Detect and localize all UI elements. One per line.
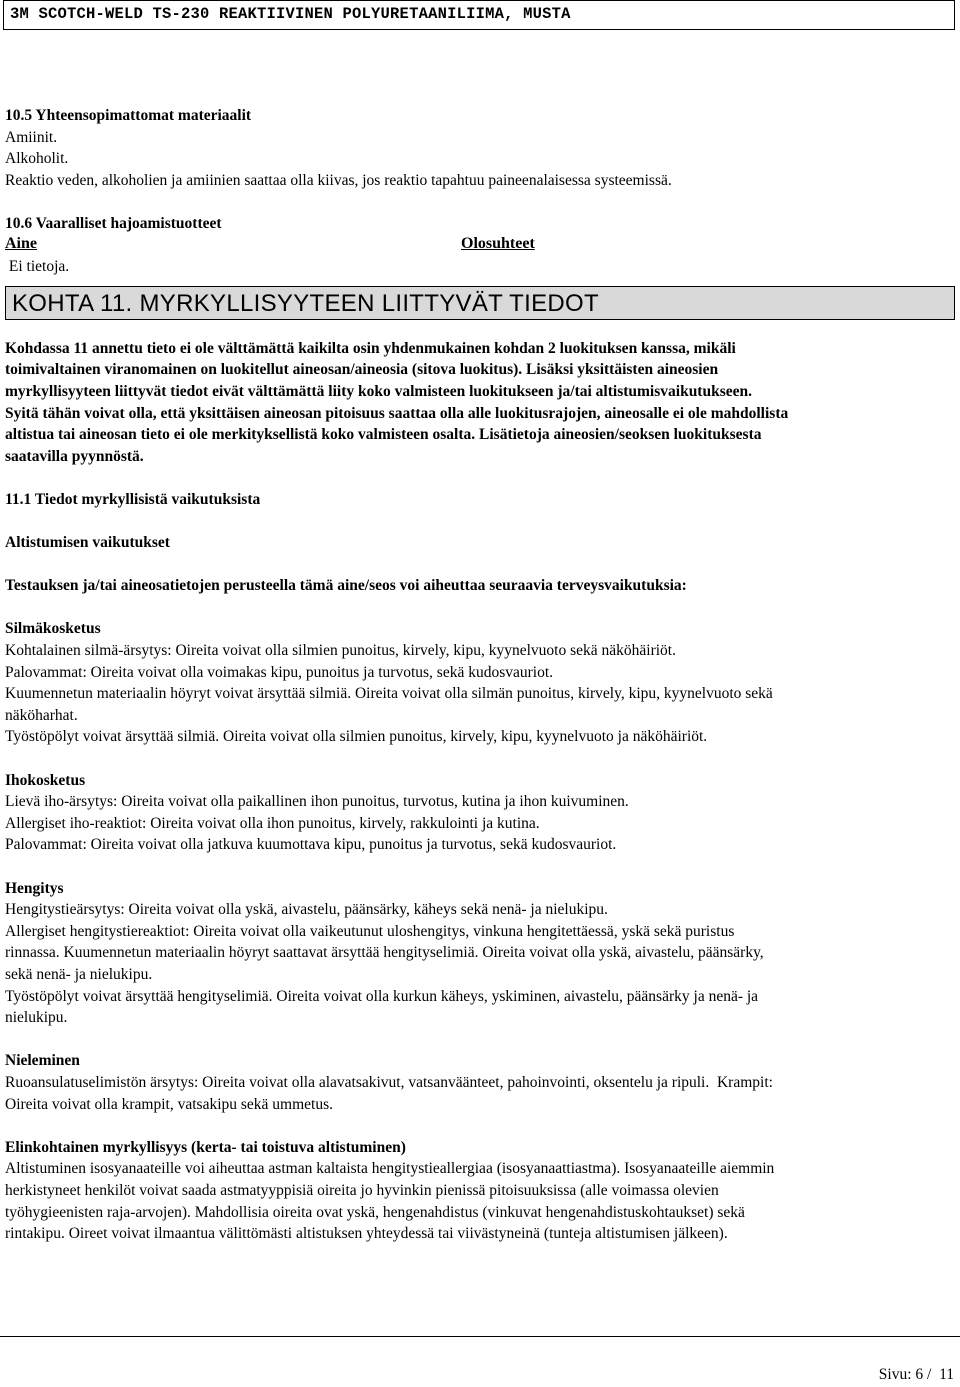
organ-toxicity-line: työhygieenisten raja-arvojen). Mahdollisia oireita ovat yskä, hengenahdistus (vinkuvat hengenahdistuskohtaukset) sekä (5, 1203, 745, 1221)
document-header (3, 0, 955, 30)
incompatible-item: Alkoholit. (5, 150, 69, 168)
intro-line: myrkyllisyyteen liittyvät tiedot eivät välttämättä liity koko valmisteen luokitukseen ja/tai altistumisvaikutukseen. (5, 382, 752, 400)
section-11-intro (5, 338, 955, 468)
eye-contact-heading: Silmäkosketus (5, 620, 101, 638)
exposure-effects-heading: Altistumisen vaikutukset (5, 534, 170, 552)
inhalation-line: Hengitystieärsytys: Oireita voivat olla yskä, aivastelu, päänsärky, käheys sekä nenä- ja nielukipu. (5, 901, 608, 919)
skin-contact-line: Lievä iho-ärsytys: Oireita voivat olla paikallinen ihon punoitus, turvotus, kutina ja ihon kuivuminen. (5, 793, 629, 811)
intro-line: Kohdassa 11 annettu tieto ei ole välttämättä kaikilta osin yhdenmukainen kohdan 2 luokituksen kanssa, mikäli (5, 339, 736, 357)
intro-line: toimivaltainen viranomainen on luokitellut aineosan/aineosia (sitova luokitus). Lisäksi yksittäisten aineosien (5, 361, 719, 379)
col-header-substance: Aine (5, 234, 37, 252)
decomposition-row: Ei tietoja. (5, 258, 70, 276)
eye-contact-line: Palovammat: Oireita voivat olla voimakas kipu, punoitus ja turvotus, sekä kudosvauriot. (5, 663, 554, 681)
section-11-banner (5, 286, 955, 320)
intro-line: altistua tai aineosan tieto ei ole merkityksellistä koko valmisteen osalta. Lisätietoja aineosien/seoksen luokituksesta (5, 426, 762, 444)
section-10-5-heading: 10.5 Yhteensopimattomat materiaalit (5, 107, 252, 124)
section-11-1-heading: 11.1 Tiedot myrkyllisistä vaikutuksista (5, 490, 261, 508)
decomposition-table-header (5, 235, 955, 257)
eye-contact-line: Työstöpölyt voivat ärsyttää silmiä. Oireita voivat olla silmien punoitus, kirvely, kipu, kyynelvuoto ja näköhäiriöt. (5, 728, 708, 746)
inhalation-heading: Hengitys (5, 879, 64, 897)
testing-basis-line: Testauksen ja/tai aineosatietojen perusteella tämä aine/seos voi aiheuttaa seuraavia terveysvaikutuksia: (5, 577, 687, 595)
skin-contact-heading: Ihokosketus (5, 771, 86, 789)
inhalation-line: Allergiset hengitystiereaktiot: Oireita voivat olla vaikeutunut uloshengitys, vinkuna hengitettäessä, yskä sekä puristus (5, 922, 735, 940)
inhalation-line: rinnassa. Kuumennetun materiaalin höyryt saattavat ärsyttää hengityselimiä. Oireita voivat olla yskä, aivastelu, päänsärky, (5, 944, 764, 962)
page-number: Sivu: 6 / 11 (878, 1366, 954, 1383)
ingestion-line: Oireita voivat olla krampit, vatsakipu sekä ummetus. (5, 1095, 334, 1113)
intro-line: saatavilla pyynnöstä. (5, 447, 144, 465)
page-body (5, 105, 955, 1245)
inhalation-line: Työstöpölyt voivat ärsyttää hengityselimiä. Oireita voivat olla kurkun käheys, yskiminen, aivastelu, päänsärky ja nenä- ja (5, 987, 759, 1005)
organ-toxicity-line: Altistuminen isosyanaateille voi aiheuttaa astman kaltaista hengitystieallergiaa (isosyanaattiastma). Isosyanaateille aiemmin (5, 1160, 775, 1178)
eye-contact-line: Kohtalainen silmä-ärsytys: Oireita voivat olla silmien punoitus, kirvely, kipu, kyynelvuoto sekä näköhäiriöt. (5, 642, 676, 660)
eye-contact-line: Kuumennetun materiaalin höyryt voivat ärsyttää silmiä. Oireita voivat olla silmän punoitus, kirvely, kipu, kyynelvuoto sekä (5, 685, 773, 703)
section-10-6-heading: 10.6 Vaaralliset hajoamistuotteet (5, 214, 222, 232)
col-header-conditions: Olosuhteet (461, 234, 535, 252)
skin-contact-line: Palovammat: Oireita voivat olla jatkuva kuumottava kipu, punoitus ja turvotus, sekä kudosvauriot. (5, 836, 617, 854)
organ-toxicity-line: rintakipu. Oireet voivat ilmaantua välittömästi altistuksen yhteydessä tai viivästyneinä (tunteja altistumisen jälkeen). (5, 1225, 728, 1243)
incompatible-item: Reaktio veden, alkoholien ja amiinien saattaa olla kiivas, jos reaktio tapahtuu paineenalaisessa systeemissä. (5, 171, 672, 189)
incompatible-item: Amiinit. (5, 128, 58, 146)
inhalation-line: nielukipu. (5, 1009, 68, 1027)
product-title: 3M SCOTCH-WELD TS-230 REAKTIIVINEN POLYURETAANILIIMA, MUSTA (10, 5, 571, 23)
footer-divider (0, 1336, 960, 1337)
organ-toxicity-heading: Elinkohtainen myrkyllisyys (kerta- tai toistuva altistuminen) (5, 1138, 406, 1156)
intro-line: Syitä tähän voivat olla, että yksittäisen aineosan pitoisuus saattaa olla alle luokitusrajojen, aineosalle ei ole mahdollista (5, 404, 789, 422)
ingestion-line: Ruoansulatuselimistön ärsytys: Oireita voivat olla alavatsakivut, vatsanväänteet, pahoinvointi, oksentelu ja ripuli. Krampit: (5, 1073, 773, 1091)
ingestion-heading: Nieleminen (5, 1052, 80, 1070)
organ-toxicity-line: herkistyneet henkilöt voivat saada astmatyyppisiä oireita jo hyvinkin pienissä pitoisuuksissa (alle voimassa olevien (5, 1181, 719, 1199)
inhalation-line: sekä nenä- ja nielukipu. (5, 965, 153, 983)
section-11-title: KOHTA 11. MYRKYLLISYYTEEN LIITTYVÄT TIEDOT (12, 289, 599, 317)
eye-contact-line: näköharhat. (5, 706, 78, 724)
skin-contact-line: Allergiset iho-reaktiot: Oireita voivat olla ihon punoitus, kirvely, rakkulointi ja kutina. (5, 814, 540, 832)
